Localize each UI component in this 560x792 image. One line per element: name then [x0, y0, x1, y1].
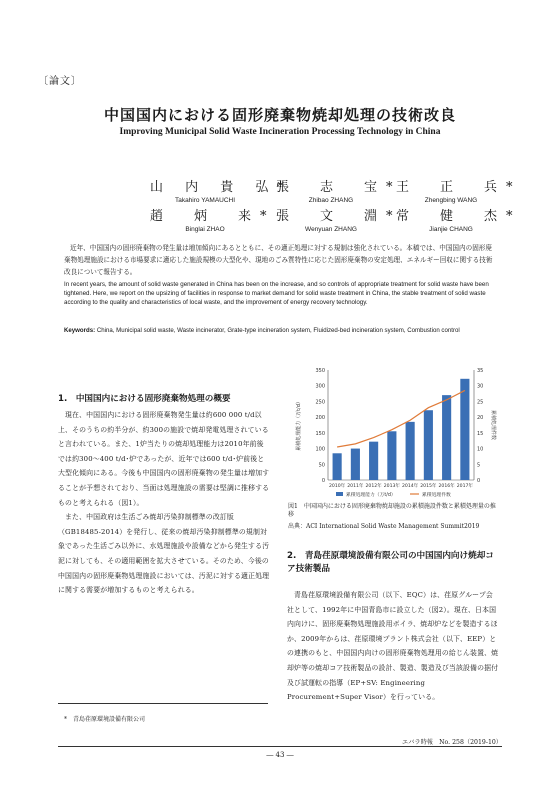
section-2-heading: 2. 青島荏原環境設備有限公司の中国国内向け焼却コア技術製品 [287, 551, 494, 574]
footnote: * 青島荏原環境設備有限公司 [64, 716, 146, 723]
x-tick-label: 2017年 [456, 484, 474, 489]
author-name-en: Jianjie CHANG [429, 226, 473, 233]
bar [406, 422, 415, 480]
keywords [64, 327, 504, 334]
author-name-ja: 山 内 貴 弘* [150, 180, 293, 195]
paragraph: 青島荏原環境設備有限公司（以下、EQC）は、荏原グループ会社として、1992年に中国青島市に設立した（図2）。現在、日本国内向けに、固形廃棄物処理施設用ボイラ、焼却炉などを製造するほか、2009年からは、荏原環境プラント株式会社（以下、EEP）との連携のもと、中国国内向けの固形廃棄物処理用の給じん装置、焼却炉等の焼却コア技術製品の設計、製造、製造及び当該設備の据付及び試運転の指導（EP+SV: Engineering Procurement+Super Visor）を行っている。 [287, 591, 499, 702]
keywords-label: Keywords: [64, 327, 96, 334]
x-tick-label: 2012年 [365, 484, 382, 489]
x-tick-label: 2014年 [401, 484, 419, 489]
y-tick-label-left: 0 [321, 478, 325, 484]
page-divider [58, 746, 502, 747]
legend-label: 累積処理件数 [422, 493, 451, 498]
y-tick-label-left: 100 [315, 446, 325, 453]
x-tick-label: 2010年 [328, 484, 346, 489]
y-tick-label-right: 30 [477, 383, 484, 390]
x-tick-label: 2011年 [347, 484, 364, 489]
bar [369, 442, 378, 480]
y-tick-label-right: 35 [477, 368, 484, 374]
title-english: Improving Municipal Solid Waste Incineration Processing Technology in China [119, 127, 441, 137]
keywords-list: China, Municipal solid waste, Waste incinerator, Grate-type incineration system, Fluidized-bed incineration system, Combustion control [96, 327, 460, 334]
abstract-japanese: 近年、中国国内の固形廃棄物の発生量は増加傾向にあるとともに、その適正処理に対する規制は強化されている。本稿では、中国国内の固形廃棄物処理施設における市場要求に適応した施設規模の大型化や、現地のごみ質特性に応じた固形廃棄物の安定処理、エネルギー回収に関する技術改良について報告する。 [64, 244, 493, 277]
y-tick-label-left: 150 [315, 430, 325, 437]
bar [460, 379, 469, 480]
figure-1-caption: 図1 中国国内における固形廃棄物焼却施設の累積施設件数と累積処理量の推移 [288, 503, 496, 519]
author-1 [150, 176, 293, 204]
y-tick-label-left: 250 [315, 399, 325, 406]
y-tick-label-left: 350 [315, 368, 325, 374]
y-tick-label-right: 10 [477, 446, 484, 453]
x-tick-label: 2016年 [438, 484, 455, 489]
abstract-english: In recent years, the amount of solid waste generated in China has been on the increase, and so controls of appropriate treatment for solid waste have been tightened. Here, we report on the upsizing of facilities in response to market demand for solid waste treatment in China, the stable treatment of solid waste according to the quality and characteristics of local waste, and the improvement of energy recovery technology. [64, 281, 489, 307]
author-2 [276, 176, 402, 204]
x-tick-label: 2015年 [420, 484, 437, 489]
paragraph: 現在、中国国内における固形廃棄物発生量は約600 000 t/d以上、そのうちの約半分が、約300の施設で焼却発電処理されていると言われている。また、1炉当たりの焼却処理能力は2010年前後では約300～400 t/d･炉であったが、近年では600 t/d･炉前後と大型化傾向にある。今後も中国国内の固形廃棄物の発生量は増加することが予想されており、当面は処理施設の需要は堅調に推移するものと考えられる（図1）。 [58, 411, 270, 507]
author-name-en: Binglai ZHAO [185, 226, 225, 233]
y-tick-label-right: 5 [477, 462, 481, 469]
author-name-en: Takahiro YAMAUCHI [174, 197, 236, 204]
legend-label: 累積処理能力（万t/d） [346, 493, 396, 498]
author-name-ja: 王 正 兵* [396, 180, 522, 195]
figure-1-source: 出典：ACI International Solid Waste Management Summit2019 [288, 523, 480, 530]
author-name-ja: 趙 炳 来* [150, 209, 276, 224]
journal-reference: エバラ時報 No. 258（2019-10） [402, 739, 502, 746]
section-tag: 〔論文〕 [38, 76, 82, 87]
author-name-ja: 常 健 杰* [396, 209, 522, 224]
bar [387, 431, 396, 480]
bar [333, 453, 342, 480]
author-name-en: Zhengbing WANG [424, 197, 478, 204]
figure-1-chart [288, 362, 500, 502]
y-axis-label-right: 累積処理件数 [490, 409, 496, 441]
author-name-ja: 張 志 宝* [276, 180, 402, 195]
footnote-divider [58, 703, 268, 704]
chart-svg [288, 362, 500, 502]
y-tick-label-right: 15 [477, 430, 484, 437]
title-japanese: 中国国内における固形廃棄物焼却処理の技術改良 [103, 106, 456, 124]
paragraph: また、中国政府は生活ごみ焼却汚染抑制標準の改訂版（GB18485-2014）を発行し、従来の焼却汚染抑制標準の規制対象であった生活ごみ以外に、水処理施設や設備などから発生する汚泥に対しても、その適用範囲を拡大させている。そのため、今後の中国国内の固形廃棄物処理施設においては、汚泥に対する適正処理に関する需要が増加するものと考えられる。 [58, 513, 270, 595]
y-tick-label-right: 0 [477, 478, 481, 484]
x-tick-label: 2013年 [383, 484, 401, 489]
section-1-heading: 1. 中国国内における固形廃棄物処理の概要 [58, 394, 231, 404]
section-1-body [58, 408, 270, 598]
y-tick-label-left: 50 [318, 462, 325, 469]
y-axis-label-left: 累積処理能力（万t/d） [296, 399, 302, 451]
author-4 [150, 205, 276, 233]
y-tick-label-right: 20 [477, 415, 484, 422]
bar [351, 449, 360, 480]
y-tick-label-right: 25 [477, 399, 484, 406]
y-tick-label-left: 300 [315, 383, 325, 390]
author-name-ja: 張 文 淵* [276, 209, 402, 224]
author-name-en: Wenyuan ZHANG [305, 226, 357, 233]
bar [442, 395, 451, 480]
author-5 [276, 205, 402, 233]
author-6 [396, 205, 522, 233]
page-number: ― 43 ― [266, 751, 294, 759]
author-name-en: Zhibao ZHANG [308, 197, 354, 204]
bar [424, 410, 433, 480]
section-2-body [287, 588, 499, 705]
y-tick-label-left: 200 [315, 415, 325, 422]
legend-swatch-bar [336, 492, 343, 496]
author-3 [396, 176, 522, 204]
